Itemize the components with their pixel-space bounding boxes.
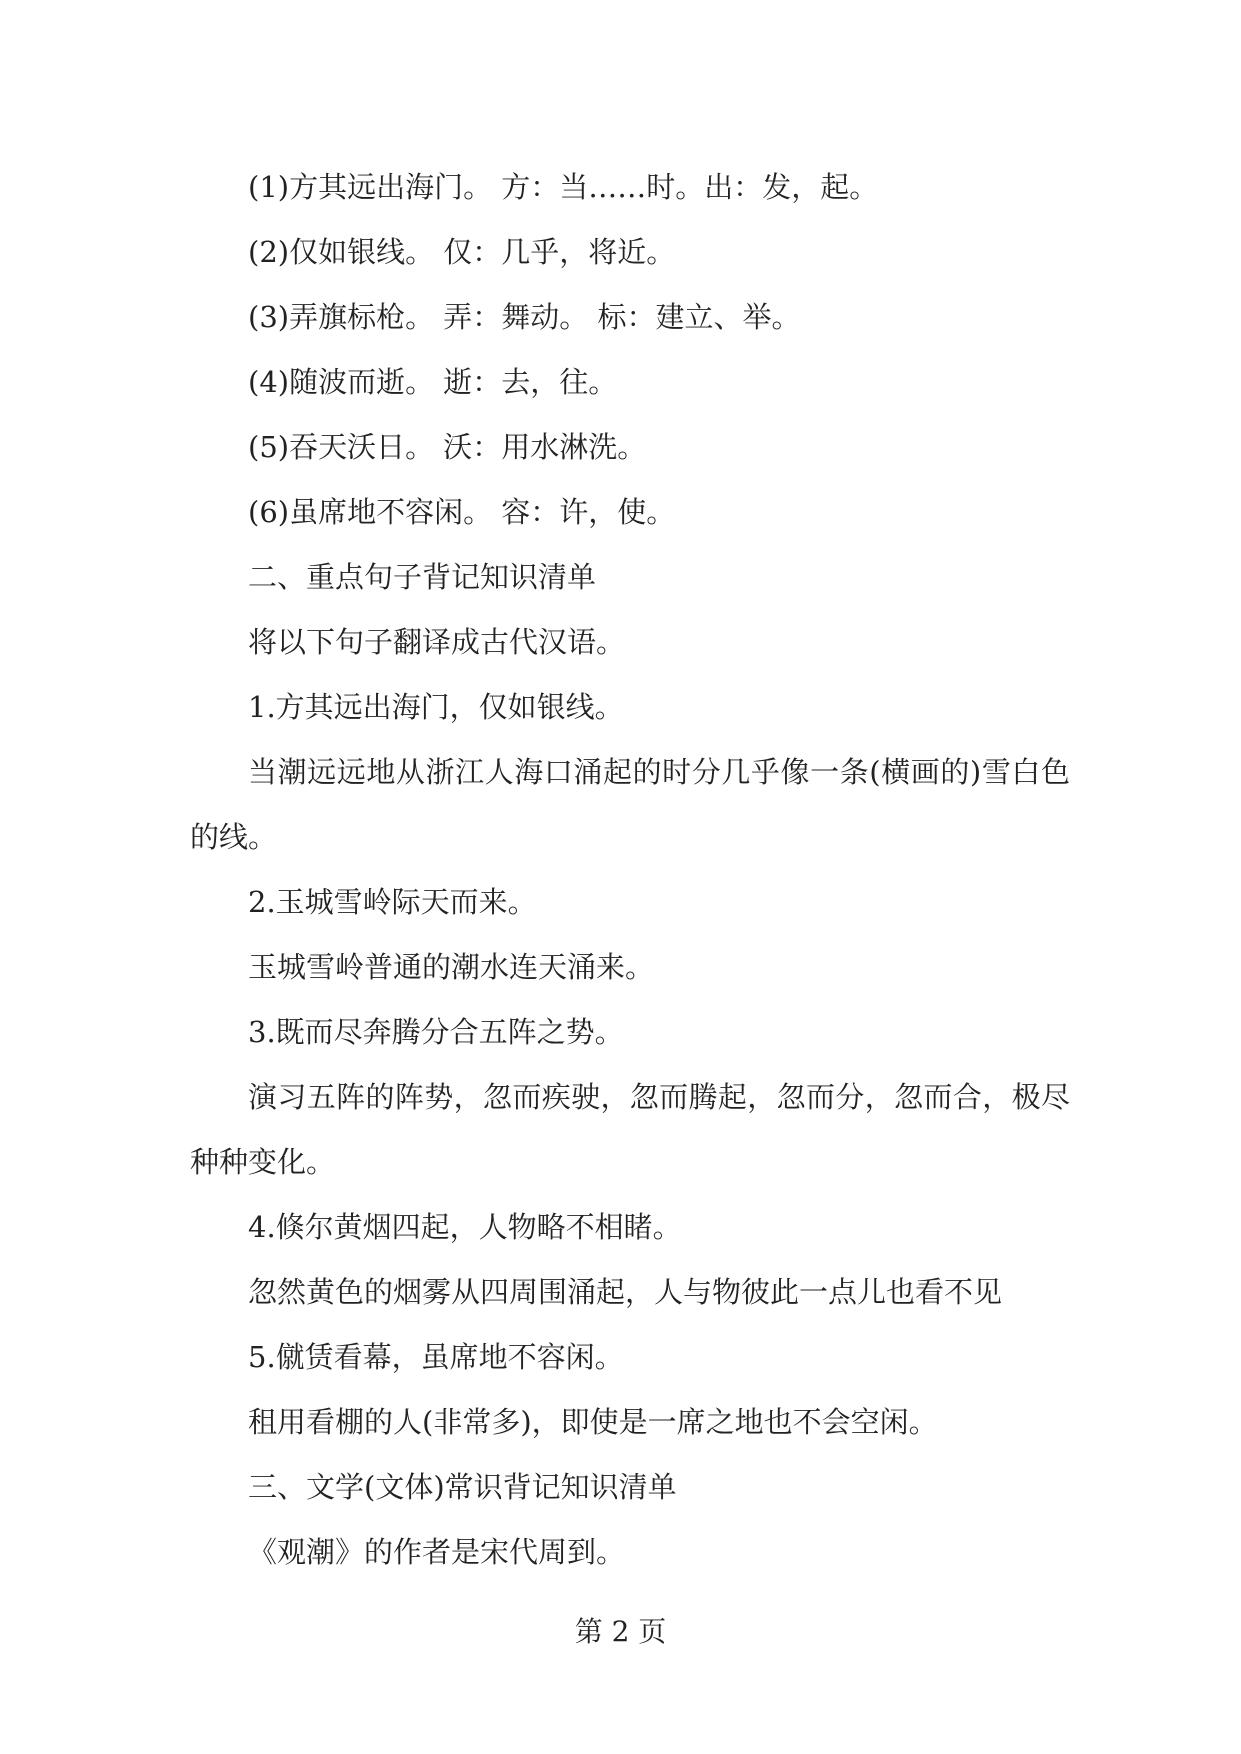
translation-3: 演习五阵的阵势，忽而疾驶，忽而腾起，忽而分，忽而合，极尽种种变化。 bbox=[190, 1080, 1070, 1179]
section-heading-2: 二、重点句子背记知识清单 bbox=[248, 560, 597, 594]
page-number: 第 2 页 bbox=[574, 1615, 667, 1648]
vocab-item-6: (6)虽席地不容闲。 容：许，使。 bbox=[248, 495, 676, 529]
vocab-item-3: (3)弄旗标枪。 弄：舞动。 标：建立、举。 bbox=[248, 300, 801, 334]
vocab-item-2: (2)仅如银线。 仅：几乎，将近。 bbox=[248, 235, 676, 269]
document-body bbox=[190, 155, 1070, 1585]
sentence-2: 2.玉城雪岭际天而来。 bbox=[248, 885, 537, 919]
sentence-5: 5.僦赁看幕，虽席地不容闲。 bbox=[248, 1340, 624, 1374]
translation-2: 玉城雪岭普通的潮水连天涌来。 bbox=[248, 950, 655, 984]
sentence-1: 1.方其远出海门，仅如银线。 bbox=[248, 690, 624, 724]
sentence-3: 3.既而尽奔腾分合五阵之势。 bbox=[248, 1015, 624, 1049]
translation-1: 当潮远远地从浙江人海口涌起的时分几乎像一条(横画的)雪白色的线。 bbox=[190, 755, 1070, 854]
literature-note: 《观潮》的作者是宋代周到。 bbox=[248, 1535, 626, 1569]
vocab-item-1: (1)方其远出海门。 方：当……时。出：发，起。 bbox=[248, 170, 879, 204]
translation-5: 租用看棚的人(非常多)，即使是一席之地也不会空闲。 bbox=[248, 1405, 938, 1439]
vocab-item-5: (5)吞天沃日。 沃：用水淋洗。 bbox=[248, 430, 647, 464]
section-heading-3: 三、文学(文体)常识背记知识清单 bbox=[248, 1470, 677, 1504]
vocab-item-4: (4)随波而逝。 逝：去，往。 bbox=[248, 365, 618, 399]
instruction-text: 将以下句子翻译成古代汉语。 bbox=[248, 625, 626, 659]
sentence-4: 4.倏尔黄烟四起，人物略不相睹。 bbox=[248, 1210, 682, 1244]
translation-4: 忽然黄色的烟雾从四周围涌起，人与物彼此一点儿也看不见 bbox=[248, 1275, 1003, 1309]
